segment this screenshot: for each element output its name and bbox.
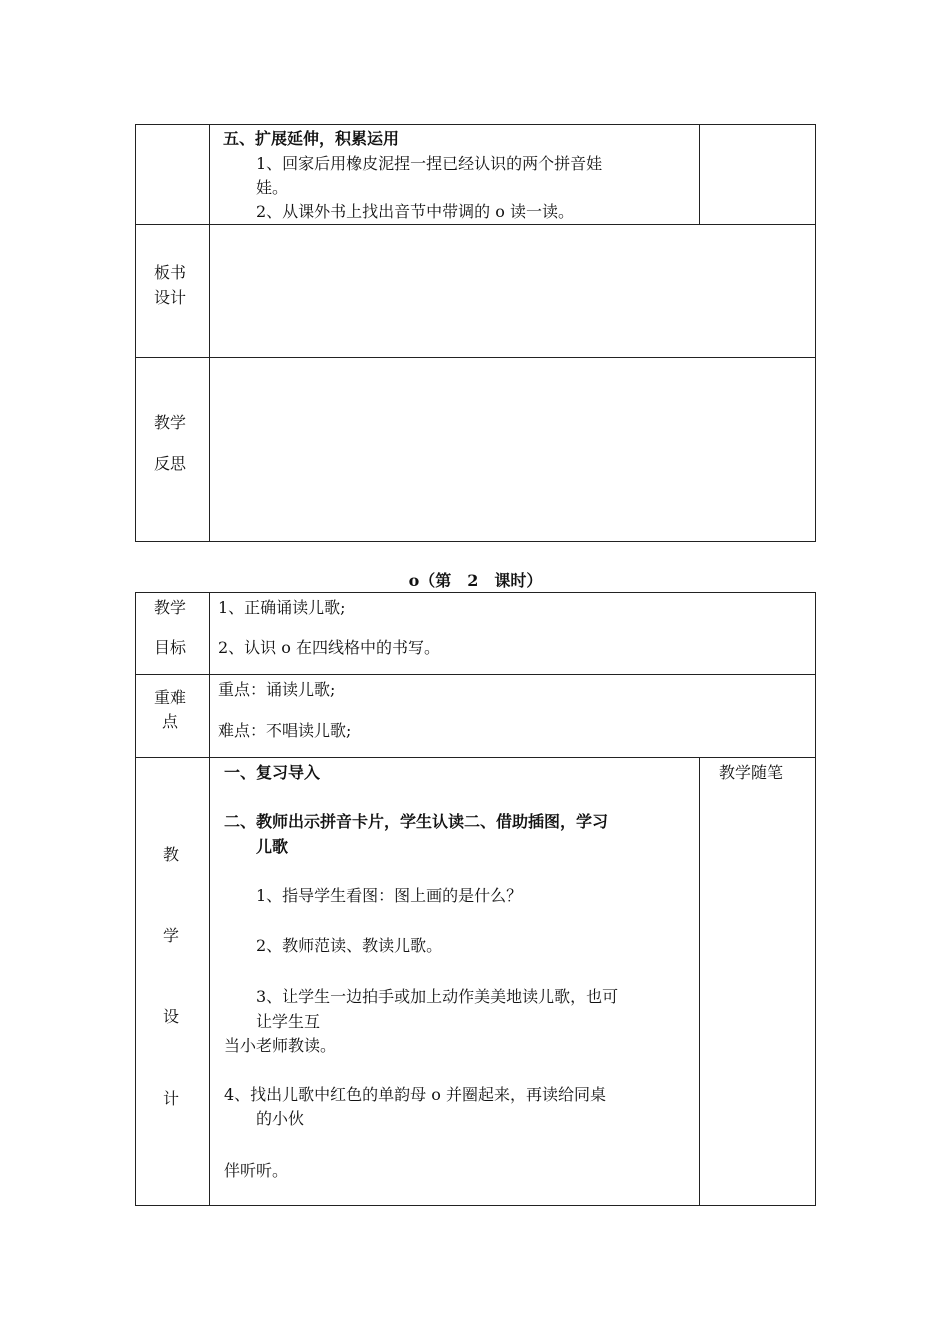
sub-step-1: 1、指导学生看图：图上画的是什么？ <box>256 886 523 905</box>
table2-col-divider <box>699 757 700 1206</box>
goal-item-1: 1、正确诵读儿歌; <box>218 598 346 617</box>
board-design-label-line1: 板书 <box>154 263 187 282</box>
table1-col-divider <box>209 124 210 542</box>
table1-border-left <box>135 124 136 542</box>
key-label-line1: 重难 <box>154 688 187 707</box>
section5-item2: 2、从课外书上找出音节中带调的 o 读一读。 <box>256 202 574 221</box>
table1-row-divider <box>135 357 816 358</box>
reflection-label-line2: 反思 <box>154 454 187 473</box>
table2-border-top <box>135 592 816 593</box>
goal-label-line2: 目标 <box>154 638 187 657</box>
sub-step-4-line3: 伴听听。 <box>224 1161 289 1180</box>
table2-row-divider <box>135 674 816 675</box>
table1-col-divider <box>699 124 700 225</box>
goal-item-2: 2、认识 o 在四线格中的书写。 <box>218 638 440 657</box>
step-2-heading-line1: 二、教师出示拼音卡片，学生认读二、借助插图，学习 <box>224 812 609 831</box>
table1-border-right <box>815 124 816 542</box>
reflection-label-line1: 教学 <box>154 413 187 432</box>
design-label-char: 设 <box>163 1007 180 1026</box>
sub-step-3-line1: 3、让学生一边拍手或加上动作美美地读儿歌，也可 <box>256 987 619 1006</box>
design-label-char: 计 <box>163 1089 180 1108</box>
table1-row-divider <box>135 224 816 225</box>
key-label-line2: 点 <box>162 712 179 731</box>
lesson-title: o（第 2 课时） <box>408 571 543 590</box>
design-label-char: 学 <box>163 926 180 945</box>
sub-step-3-line2: 让学生互 <box>256 1012 321 1031</box>
step-2-heading-line2: 儿歌 <box>256 837 289 856</box>
sub-step-4-line1: 4、找出儿歌中红色的单韵母 o 并圈起来，再读给同桌 <box>224 1085 606 1104</box>
design-label-char: 教 <box>163 845 180 864</box>
table1-border-top <box>135 124 816 125</box>
sub-step-2: 2、教师范读、教读儿歌。 <box>256 936 443 955</box>
table2-border-bottom <box>135 1205 816 1206</box>
goal-label-line1: 教学 <box>154 598 187 617</box>
table1-border-bottom <box>135 541 816 542</box>
step-1-heading: 一、复习导入 <box>224 763 321 782</box>
sub-step-4-line2: 的小伙 <box>256 1109 305 1128</box>
table2-border-right <box>815 592 816 1206</box>
section5-item1-line1: 1、回家后用橡皮泥捏一捏已经认识的两个拼音娃 <box>256 154 603 173</box>
difficult-point: 难点：不唱读儿歌; <box>218 721 352 740</box>
section5-heading: 五、扩展延伸，积累运用 <box>223 129 400 148</box>
sub-step-3-line3: 当小老师教读。 <box>224 1036 337 1055</box>
table2-border-left <box>135 592 136 1206</box>
notes-label: 教学随笔 <box>719 763 784 782</box>
section5-item1-line2: 娃。 <box>256 178 289 197</box>
key-point: 重点：诵读儿歌; <box>218 680 336 699</box>
board-design-label-line2: 设计 <box>154 288 187 307</box>
table2-col-divider <box>209 592 210 1206</box>
table2-row-divider <box>135 757 816 758</box>
